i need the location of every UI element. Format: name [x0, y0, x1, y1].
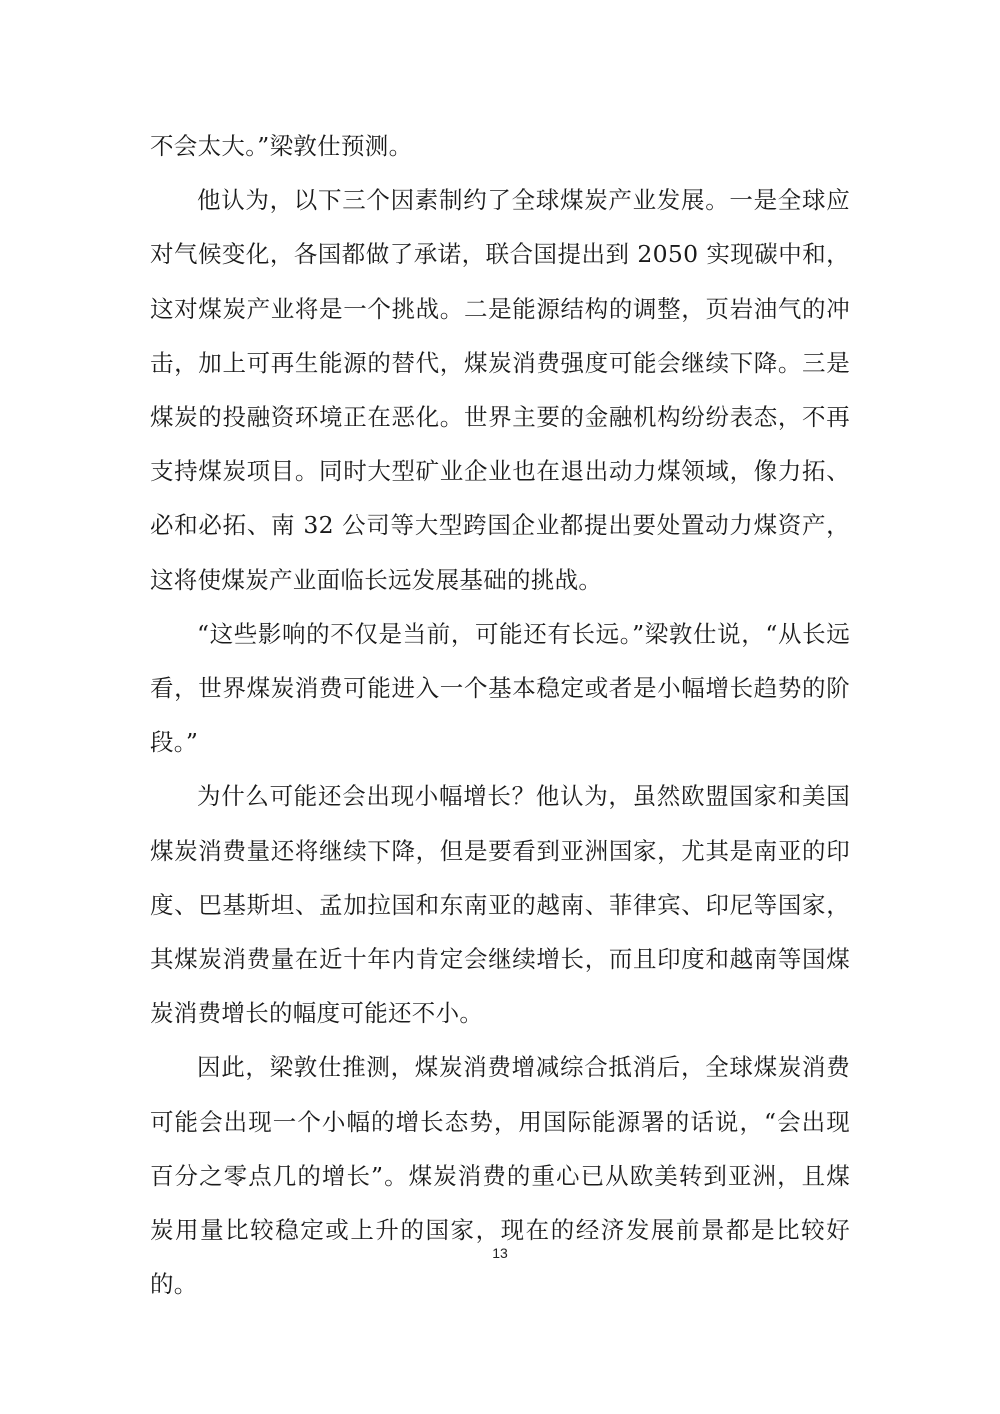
paragraph-asia-growth: 为什么可能还会出现小幅增长？他认为，虽然欧盟国家和美国煤炭消费量还将继续下降，但是要看到亚洲国家，尤其是南亚的印度、巴基斯坦、孟加拉国和东南亚的越南、菲律宾、印尼等国家，其煤炭消费量在近十年内肯定会继续增长，而且印度和越南等国煤炭消费增长的幅度可能还不小。 — [150, 782, 850, 1028]
paragraph-three-factors: 他认为，以下三个因素制约了全球煤炭产业发展。一是全球应对气候变化，各国都做了承诺，联合国提出到 2050 实现碳中和，这对煤炭产业将是一个挑战。二是能源结构的调整，页岩油气的冲击，加上可再生能源的替代，煤炭消费强度可能会继续下降。三是煤炭的投融资环境正在恶化。世界主要的金融机构纷纷表态，不再支持煤炭项目。同时大型矿业企业也在退出动力煤领域，像力拓、必和必拓、南 32 公司等大型跨国企业都提出要处置动力煤资产，这将使煤炭产业面临长远发展基础的挑战。 — [150, 186, 850, 594]
paragraph-continuation: 不会太大。”梁敦仕预测。 — [150, 132, 413, 160]
page-number: 13 — [492, 1245, 508, 1261]
paragraph-conclusion: 因此，梁敦仕推测，煤炭消费增减综合抵消后，全球煤炭消费可能会出现一个小幅的增长态势，用国际能源署的话说，“会出现百分之零点几的增长”。煤炭消费的重心已从欧美转到亚洲，且煤炭用量比较稳定或上升的国家，现在的经济发展前景都是比较好的。 — [150, 1053, 850, 1299]
document-body — [150, 119, 850, 1311]
paragraph-long-term-quote: “这些影响的不仅是当前，可能还有长远。”梁敦仕说，“从长远看，世界煤炭消费可能进入一个基本稳定或者是小幅增长趋势的阶段。” — [150, 619, 850, 757]
